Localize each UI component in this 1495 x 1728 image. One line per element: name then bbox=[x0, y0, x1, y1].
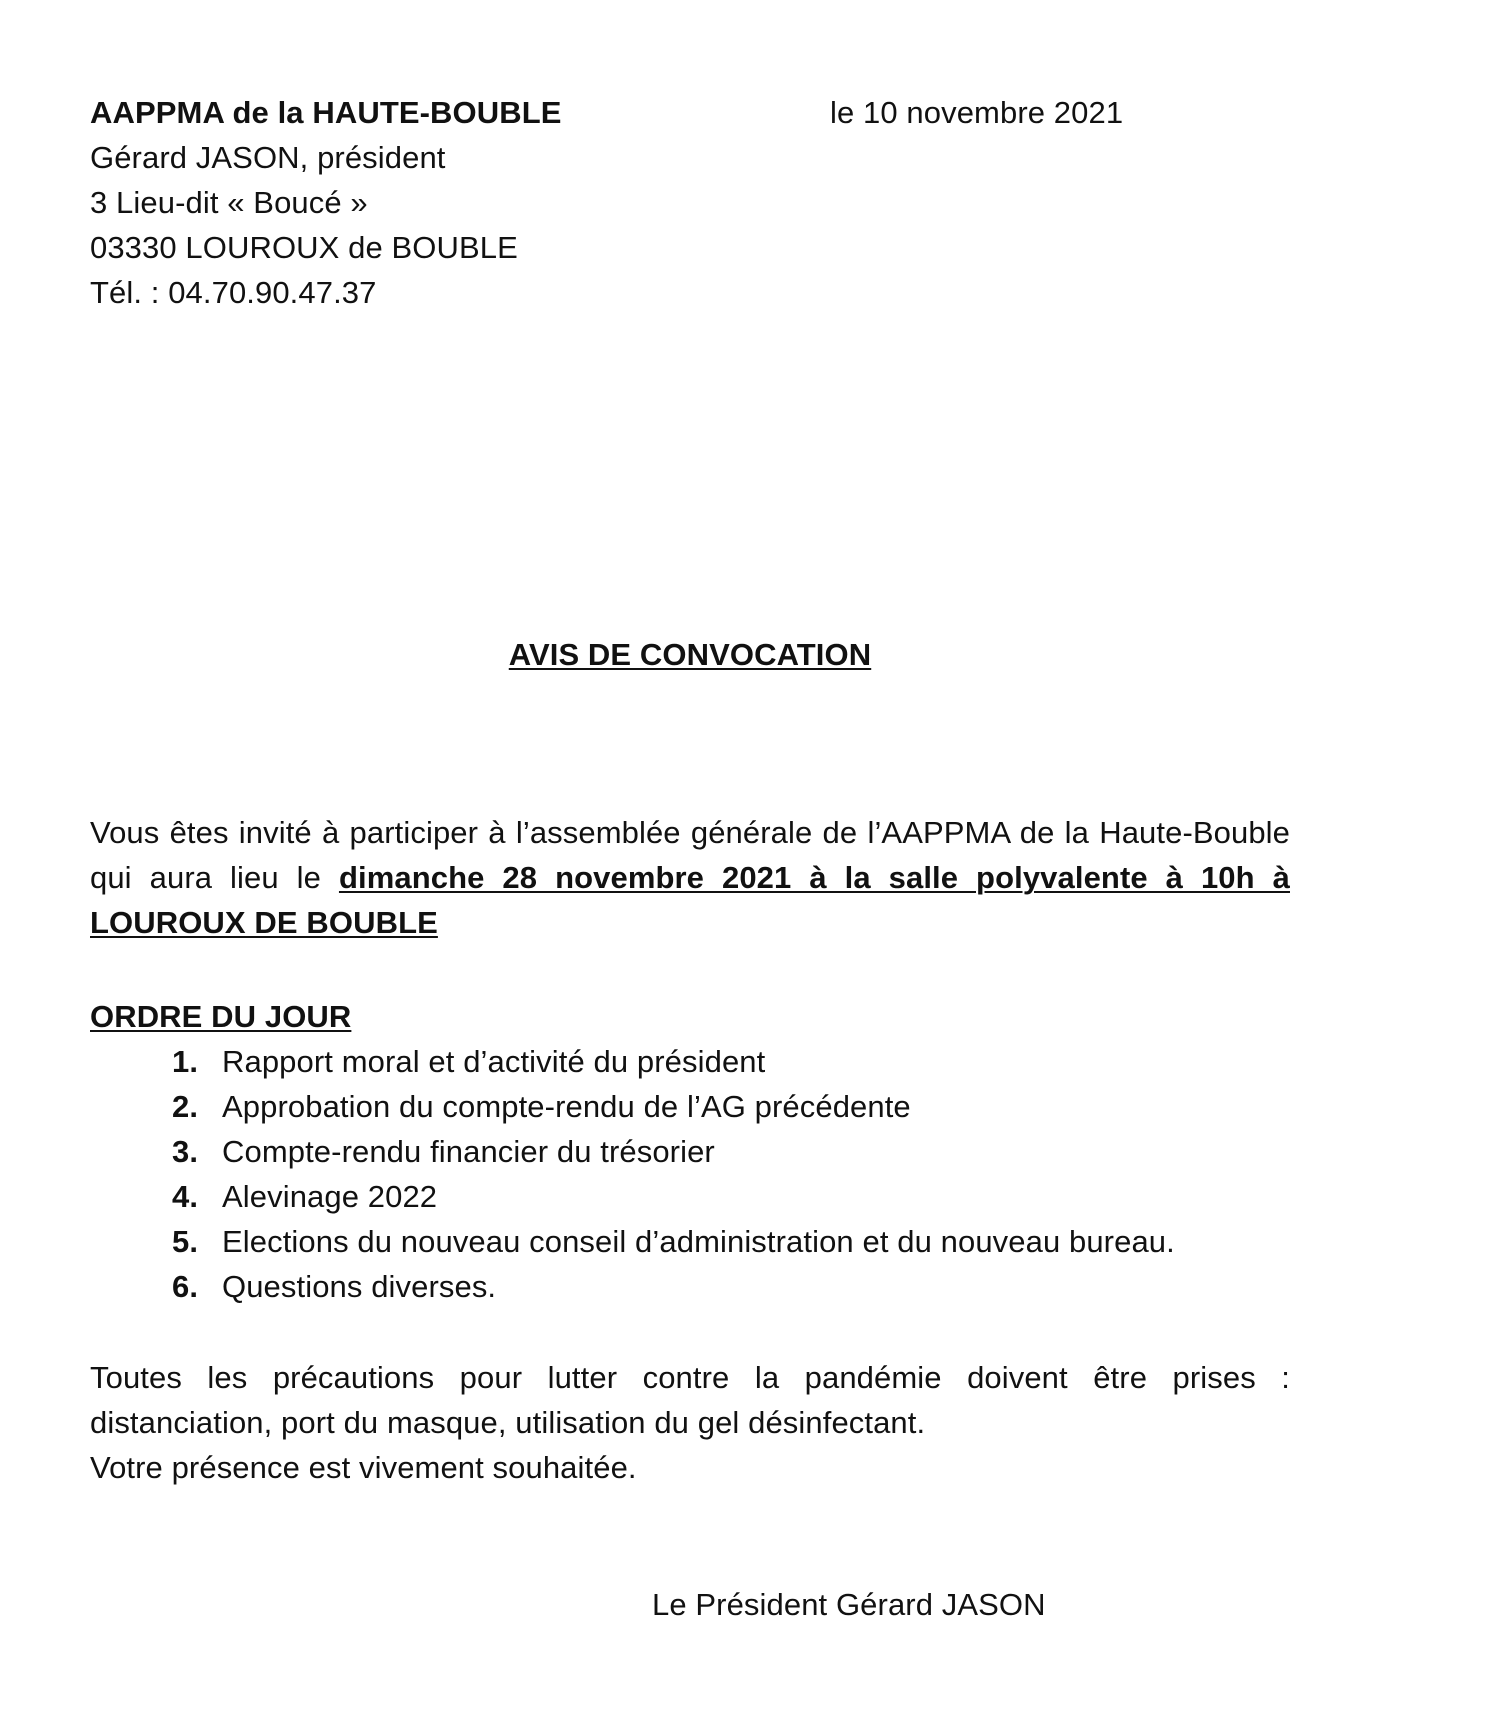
precautions-paragraph: Toutes les précautions pour lutter contre la pandémie doivent être prises : distanciation, port du masque, utilisation du gel désinfectant. bbox=[90, 1360, 1290, 1440]
agenda-item bbox=[172, 1219, 1302, 1264]
invitation-paragraph bbox=[90, 810, 1290, 945]
agenda-title: ORDRE DU JOUR bbox=[90, 999, 352, 1034]
letter-date: le 10 novembre 2021 bbox=[830, 95, 1124, 130]
sender-block bbox=[90, 90, 650, 315]
president-name: Gérard JASON, président bbox=[90, 140, 446, 175]
document-title: AVIS DE CONVOCATION bbox=[508, 637, 872, 672]
agenda-item-label: Rapport moral et d’activité du président bbox=[222, 1044, 766, 1079]
presence-sentence: Votre présence est vivement souhaitée. bbox=[90, 1450, 637, 1485]
agenda-item-label: Alevinage 2022 bbox=[222, 1179, 438, 1214]
address-line-2: 03330 LOUROUX de BOUBLE bbox=[90, 230, 518, 265]
address-line-1: 3 Lieu-dit « Boucé » bbox=[90, 185, 368, 220]
closing-block bbox=[90, 1355, 1290, 1490]
phone-number: Tél. : 04.70.90.47.37 bbox=[90, 275, 377, 310]
signature: Le Président Gérard JASON bbox=[652, 1587, 1046, 1622]
agenda-item-number: 3. bbox=[172, 1134, 199, 1169]
agenda-item bbox=[172, 1084, 1302, 1129]
agenda-item-label: Questions diverses. bbox=[222, 1269, 497, 1304]
agenda-item-number: 6. bbox=[172, 1269, 199, 1304]
agenda-item bbox=[172, 1129, 1302, 1174]
agenda-item-number: 4. bbox=[172, 1179, 199, 1214]
agenda-item-label: Compte-rendu financier du trésorier bbox=[222, 1134, 715, 1169]
agenda-list bbox=[172, 1039, 1302, 1309]
agenda-item-label: Elections du nouveau conseil d’administration et du nouveau bureau. bbox=[222, 1224, 1175, 1259]
agenda-item-label: Approbation du compte-rendu de l’AG précédente bbox=[222, 1089, 911, 1124]
agenda-item-number: 5. bbox=[172, 1224, 199, 1259]
organization-name: AAPPMA de la HAUTE-BOUBLE bbox=[90, 95, 562, 130]
agenda-item-number: 1. bbox=[172, 1044, 199, 1079]
meeting-details: dimanche 28 novembre 2021 à la salle polyvalente à 10h à LOUROUX DE BOUBLE bbox=[90, 860, 1290, 940]
agenda-item bbox=[172, 1174, 1302, 1219]
agenda-item-number: 2. bbox=[172, 1089, 199, 1124]
agenda-item bbox=[172, 1264, 1302, 1309]
invitation-text: Vous êtes invité à participer à l’assemblée générale de l’AAPPMA de la Haute-Bouble qui aura lieu le bbox=[90, 815, 1290, 895]
agenda-item bbox=[172, 1039, 1302, 1084]
